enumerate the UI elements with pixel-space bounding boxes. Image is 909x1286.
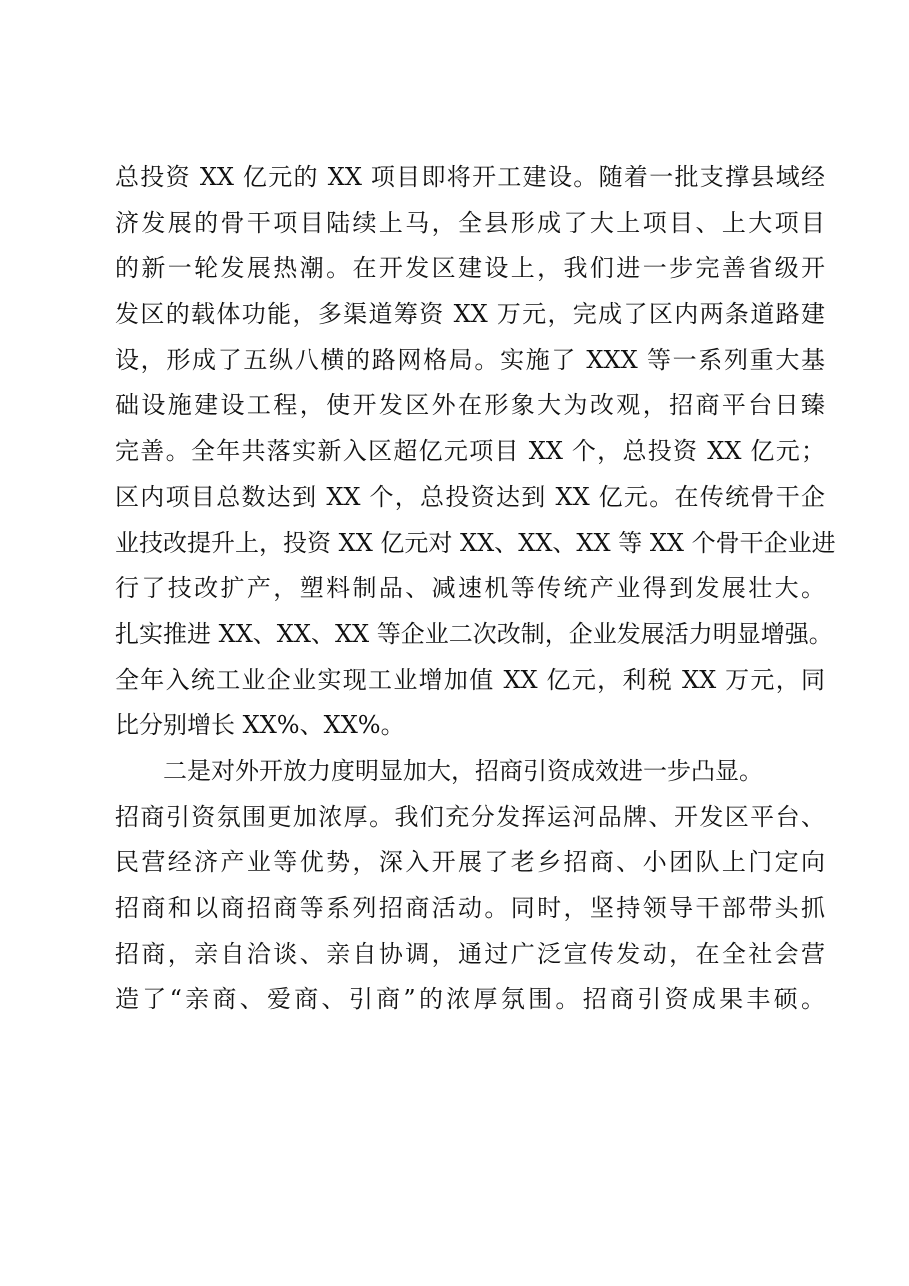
- text-line: 业技改提升上，投资 XX 亿元对 XX、XX、XX 等 XX 个骨干企业进: [115, 528, 836, 557]
- text-line: 济发展的骨干项目陆续上马，全县形成了大上项目、上大项目: [115, 208, 825, 237]
- text-line: 总投资 XX 亿元的 XX 项目即将开工建设。随着一批支撑县域经: [115, 163, 825, 191]
- text-line: 的新一轮发展热潮。在开发区建设上，我们进一步完善省级开: [115, 254, 825, 283]
- text-line: 招商和以商招商等系列招商活动。同时，坚持领导干部带头抓: [115, 894, 825, 922]
- text-line: 比分别增长 XX%、XX%。: [115, 711, 405, 740]
- text-line: 础设施建设工程，使开发区外在形象大为改观，招商平台日臻: [115, 391, 825, 420]
- text-line: 招商引资氛围更加浓厚。我们充分发挥运河品牌、开发区平台、: [115, 802, 825, 831]
- text-line: 区内项目总数达到 XX 个，总投资达到 XX 亿元。在传统骨干企: [115, 482, 825, 511]
- text-line: 完善。全年共落实新入区超亿元项目 XX 个，总投资 XX 亿元；: [115, 437, 825, 466]
- text-line: 全年入统工业企业实现工业增加值 XX 亿元，利税 XX 万元，同: [115, 665, 825, 694]
- text-line: 设，形成了五纵八横的路网格局。实施了 XXX 等一系列重大基: [115, 345, 825, 374]
- text-line: 造了“亲商、爱商、引商”的浓厚氛围。招商引资成果丰硕。: [115, 985, 825, 1014]
- text-line: 发区的载体功能，多渠道筹资 XX 万元，完成了区内两条道路建: [115, 300, 825, 329]
- paragraph-first-line: 二是对外开放力度明显加大，招商引资成效进一步凸显。: [163, 756, 763, 785]
- text-line: 招商，亲自洽谈、亲自协调，通过广泛宣传发动，在全社会营: [115, 939, 825, 968]
- body-text: [115, 155, 836, 1023]
- text-line: 民营经济产业等优势，深入开展了老乡招商、小团队上门定向: [115, 848, 825, 877]
- text-line: 行了技改扩产，塑料制品、减速机等传统产业得到发展壮大。: [115, 574, 825, 603]
- text-line: 扎实推进 XX、XX、XX 等企业二次改制，企业发展活力明显增强。: [115, 619, 833, 648]
